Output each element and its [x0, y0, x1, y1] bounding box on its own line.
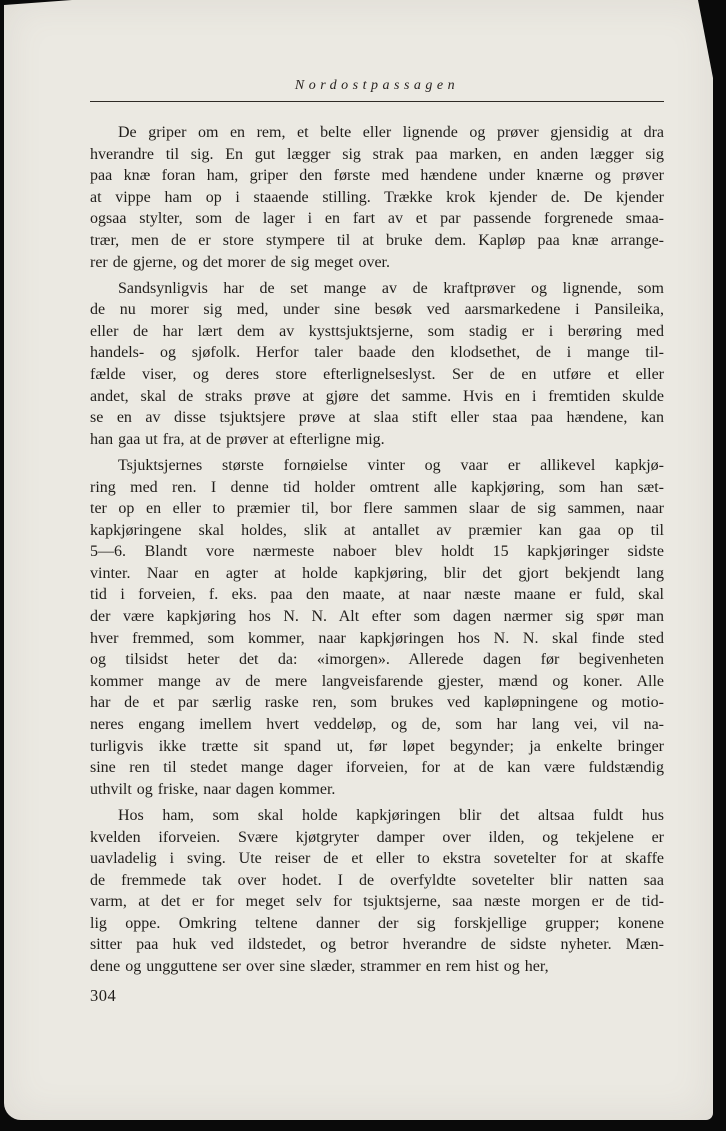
text-line: rer de gjerne, og det morer de sig meget over.: [90, 253, 390, 271]
text-line: turligvis ikke trætte sit spand ut, før løpet begynder; ja enkelte bringer: [90, 737, 664, 755]
paragraph: [90, 455, 664, 801]
paragraph: [90, 278, 664, 451]
text-line: sitter paa huk ved ildstedet, og betror hverandre de sidste nyheter. Mæn-: [90, 936, 664, 954]
page-paper: [4, 0, 713, 1120]
paragraph: [90, 805, 664, 978]
text-line: fælde viser, og deres store efterlignelseslyst. Ser de en utføre et eller: [90, 366, 664, 384]
text-line: andet, skal de straks prøve at gjøre det samme. Hvis en i fremtiden skulde: [90, 387, 664, 405]
text-line: varm, at det er for meget selv for tsjuktsjerne, saa næste morgen er de tid-: [90, 893, 664, 911]
text-line: hver fremmed, som kommer, naar kapkjøringen hos N. N. skal finde sted: [90, 629, 664, 647]
text-line: der være kapkjøring hos N. N. Alt efter som dagen nærmer sig spør man: [90, 608, 664, 626]
text-line: handels- og sjøfolk. Herfor taler baade den klodsethet, de i mange til-: [90, 344, 664, 362]
paragraph: [90, 122, 664, 273]
body-text: [90, 122, 664, 978]
text-line: sine ren til stedet mange dager iforveien, for at de kan være fuldstændig: [90, 759, 664, 777]
text-line: de fremmede tak over hodet. I de overfyldte sovetelter blir natten saa: [90, 871, 664, 889]
text-line: De griper om en rem, et belte eller lignende og prøver gjensidig at dra: [118, 124, 664, 141]
text-line: ring med ren. I denne tid holder omtrent alle kapkjøring, som han sæt-: [90, 478, 664, 496]
text-line: og tilsidst heter det da: «imorgen». Allerede dagen før begivenheten: [90, 651, 664, 669]
text-line: 5—6. Blandt vore nærmeste naboer blev holdt 15 kapkjøringer sidste: [90, 543, 664, 561]
running-head: Nordostpassagen: [294, 78, 460, 93]
text-line: uthvilt og friske, naar dagen kommer.: [90, 780, 336, 798]
page-number: 304: [90, 986, 117, 1005]
text-line: ter op en eller to præmier til, bor flere sammen slaar de sig sammen, naar: [90, 500, 664, 518]
text-line: neres engang imellem hvert veddeløp, og de, som har lang vei, vil na-: [90, 716, 664, 734]
text-line: han gaa ut fra, at de prøver at efterligne mig.: [90, 430, 385, 448]
text-line: har de et par særlig raske ren, som brukes ved kapløpningene og motio-: [90, 694, 664, 712]
text-line: tid i forveien, f. eks. paa den maate, at naar næste maane er fuld, skal: [90, 586, 664, 604]
text-line: de nu morer sig med, under sine besøk ved aarsmarkedene i Pansileika,: [90, 301, 664, 319]
text-line: uavladelig i sving. Ute reiser de et eller to ekstra sovetelter for at skaffe: [90, 850, 664, 868]
header-rule: [90, 101, 664, 102]
text-line: lig oppe. Omkring teltene danner der sig forskjellige grupper; konene: [90, 914, 664, 932]
page-content: [90, 0, 664, 982]
text-line: paa knæ foran ham, griper den første med hændene under knærne og prøver: [90, 167, 664, 185]
text-line: trær, men de er store stympere til at bruke dem. Kapløp paa knæ arrange-: [90, 231, 664, 249]
text-line: kvelden iforveien. Svære kjøtgryter damper over ilden, og tekjelene er: [90, 828, 664, 846]
text-line: hverandre til sig. En gut lægger sig strak paa marken, en anden lægger sig: [90, 145, 664, 163]
text-line: kapkjøringene skal holdes, slik at antallet av præmier kan gaa op til: [90, 521, 664, 539]
text-line: dene og ungguttene ser over sine slæder, strammer en rem hist og her,: [90, 958, 549, 976]
text-line: Hos ham, som skal holde kapkjøringen blir det altsaa fuldt hus: [118, 806, 664, 824]
text-line: vinter. Naar en agter at holde kapkjøring, blir det gjort bekjendt lang: [90, 564, 664, 582]
text-line: Tsjuktsjernes største fornøielse vinter og vaar er allikevel kapkjø-: [118, 456, 664, 474]
text-line: at vippe ham op i staaende stilling. Trække krok kjender de. De kjender: [90, 188, 664, 206]
text-line: kommer mange av de mere langveisfarende gjester, mænd og koner. Alle: [90, 672, 664, 690]
text-line: Sandsynligvis har de set mange av de kraftprøver og lignende, som: [118, 279, 664, 297]
text-line: se en av disse tsjuktsjere prøve at slaa stift eller staa paa hændene, kan: [90, 409, 664, 427]
text-line: eller de har lært dem av kysttsjuktsjerne, som stadig er i berøring med: [90, 322, 664, 340]
text-line: ogsaa stylter, som de lager i en fart av et par passende forgrenede smaa-: [90, 210, 664, 228]
